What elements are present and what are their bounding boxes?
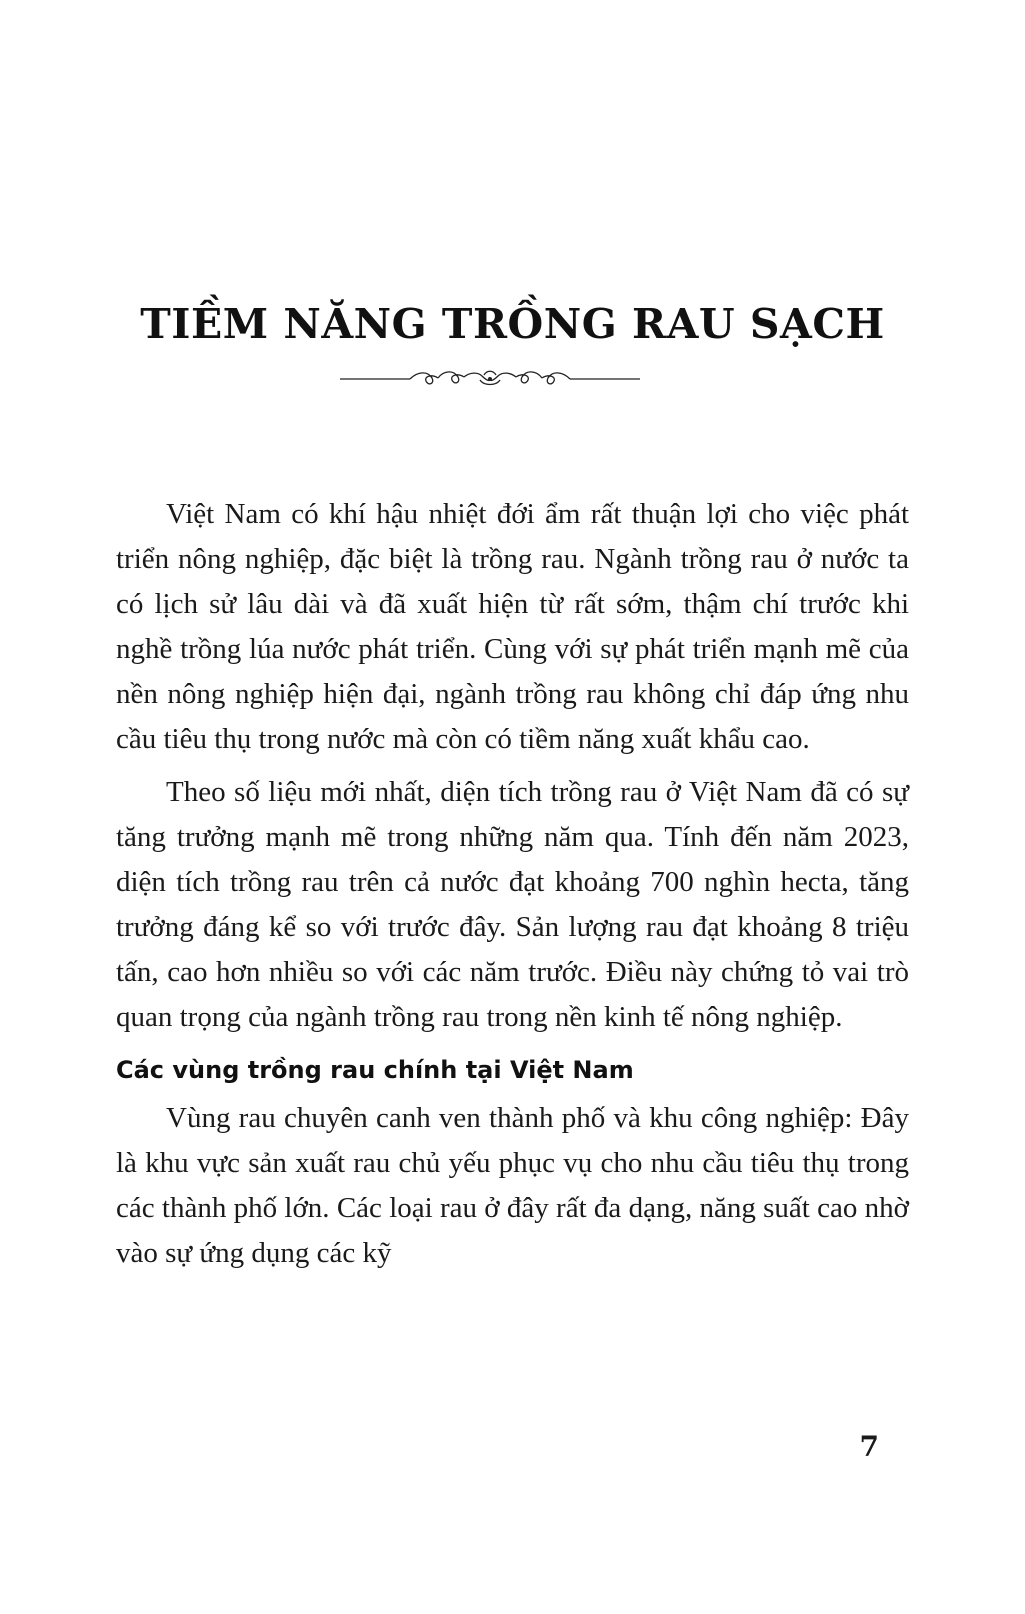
flourish-divider-icon xyxy=(340,366,640,392)
paragraph: Việt Nam có khí hậu nhiệt đới ẩm rất thuận lợi cho việc phát triển nông nghiệp, đặc biệt là trồng rau. Ngành trồng rau ở nước ta có lịch sử lâu dài và đã xuất hiện từ rất sớm, thậm chí trước khi nghề trồng lúa nước phát triển. Cùng với sự phát triển mạnh mẽ của nền nông nghiệp hiện đại, ngành trồng rau không chỉ đáp ứng nhu cầu tiêu thụ trong nước mà còn có tiềm năng xuất khẩu cao. xyxy=(116,498,909,755)
paragraph: Theo số liệu mới nhất, diện tích trồng rau ở Việt Nam đã có sự tăng trưởng mạnh mẽ trong những năm qua. Tính đến năm 2023, diện tích trồng rau trên cả nước đạt khoảng 700 nghìn hecta, tăng trưởng đáng kể so với trước đây. Sản lượng rau đạt khoảng 8 triệu tấn, cao hơn nhiều so với các năm trước. Điều này chứng tỏ vai trò quan trọng của ngành trồng rau trong nền kinh tế nông nghiệp. xyxy=(116,776,909,1033)
page-number: 7 xyxy=(859,1430,879,1463)
section-heading: Các vùng trồng rau chính tại Việt Nam xyxy=(116,1056,634,1084)
body-text xyxy=(116,492,909,1284)
paragraph: Vùng rau chuyên canh ven thành phố và khu công nghiệp: Đây là khu vực sản xuất rau chủ yếu phục vụ cho nhu cầu tiêu thụ trong các thành phố lớn. Các loại rau ở đây rất đa dạng, năng suất cao nhờ vào sự ứng dụng các kỹ xyxy=(116,1102,909,1269)
chapter-title: TIỀM NĂNG TRỒNG RAU SẠCH xyxy=(140,300,885,348)
